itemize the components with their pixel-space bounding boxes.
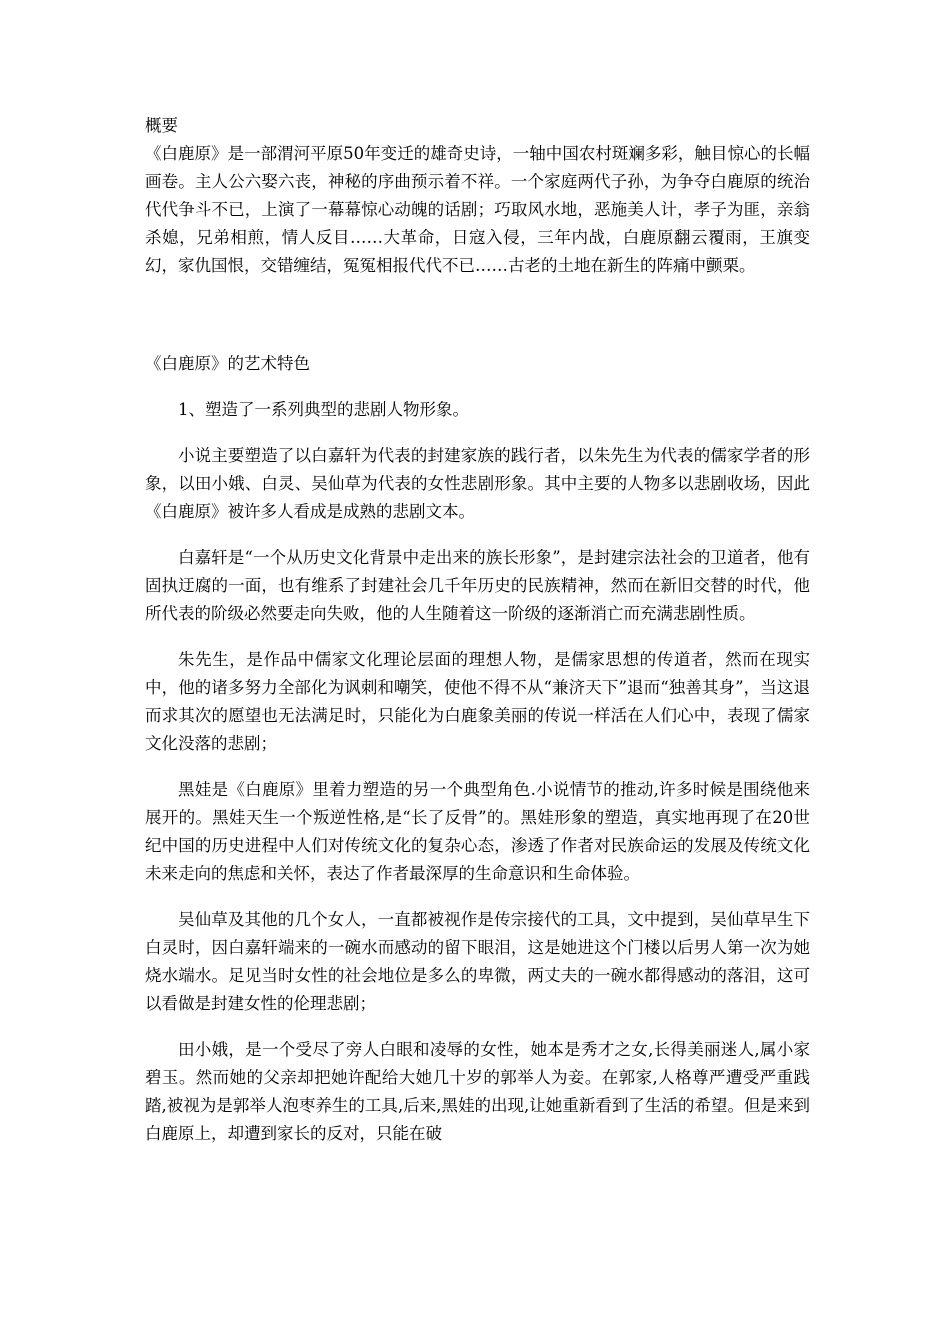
summary-paragraph: 《白鹿原》是一部渭河平原50年变迁的雄奇史诗，一轴中国农村斑斓多彩，触目惊心的长幅画卷。主人公六娶六丧，神秘的序曲预示着不祥。一个家庭两代子孙，为争夺白鹿原的统治代代争斗不已，上演了一幕幕惊心动魄的话剧；巧取风水地，恶施美人计，孝子为匪，亲翁杀媳，兄弟相煎，情人反目……大革命，日寇入侵，三年内战，白鹿原翻云覆雨，王旗变幻，家仇国恨，交错缠结，冤冤相报代代不已……古老的土地在新生的阵痛中颤栗。 xyxy=(145,144,810,275)
paragraph-tian-xiaoe: 田小娥，是一个受尽了旁人白眼和凌辱的女性，她本是秀才之女,长得美丽迷人,属小家碧玉。然而她的父亲却把她许配给大她几十岁的郭举人为妾。在郭家,人格尊严遭受严重践踏,被视为是郭举人泡枣养生的工具,后来,黑娃的出现,让她重新看到了生活的希望。但是来到白鹿原上，却遭到家长的反对，只能在破 xyxy=(145,1040,810,1143)
paragraph-zhu-xiansheng: 朱先生，是作品中儒家文化理论层面的理想人物，是儒家思想的传道者，然而在现实中，他的诸多努力全部化为讽刺和嘲笑，使他不得不从“兼济天下”退而“独善其身”，当这退而求其次的愿望也无法满足时，只能化为白鹿象美丽的传说一样活在人们心中，表现了儒家文化没落的悲剧； xyxy=(145,650,810,753)
paragraph-wu-xiancao: 吴仙草及其他的几个女人，一直都被视作是传宗接代的工具，文中提到，吴仙草早生下白灵时，因白嘉轩端来的一碗水而感动的留下眼泪，这是她进这个门楼以后男人第一次为她烧水端水。足见当时女性的社会地位是多么的卑微，两丈夫的一碗水都得感动的落泪，这可以看做是封建女性的伦理悲剧； xyxy=(145,910,810,1013)
summary-heading: 概要 xyxy=(145,116,178,135)
document-page xyxy=(145,112,810,1148)
paragraph-overview: 小说主要塑造了以白嘉轩为代表的封建家族的践行者，以朱先生为代表的儒家学者的形象，以田小娥、白灵、吴仙草为代表的女性悲剧形象。其中主要的人物多以悲剧收场，因此《白鹿原》被许多人看成是成熟的悲剧文本。 xyxy=(145,446,810,521)
paragraph-hei-wa: 黑娃是《白鹿原》里着力塑造的另一个典型角色.小说情节的推动,许多时候是围绕他来展开的。黑娃天生一个叛逆性格,是“长了反骨”的。黑娃形象的塑造，真实地再现了在20世纪中国的历史进程中人们对传统文化的复杂心态，渗透了作者对民族命运的发展及传统文化未来走向的焦虑和关怀，表达了作者最深厚的生命意识和生命体验。 xyxy=(145,780,810,883)
section-title: 《白鹿原》的艺术特色 xyxy=(145,354,310,373)
section-point-1: 1、塑造了一系列典型的悲剧人物形象。 xyxy=(178,400,469,419)
paragraph-bai-jiaxuan: 白嘉轩是“一个从历史文化背景中走出来的族长形象”，是封建宗法社会的卫道者，他有固执迂腐的一面，也有维系了封建社会几千年历史的民族精神，然而在新旧交替的时代，他所代表的阶级必然要走向失败，他的人生随着这一阶级的逐渐消亡而充满悲剧性质。 xyxy=(145,548,810,623)
